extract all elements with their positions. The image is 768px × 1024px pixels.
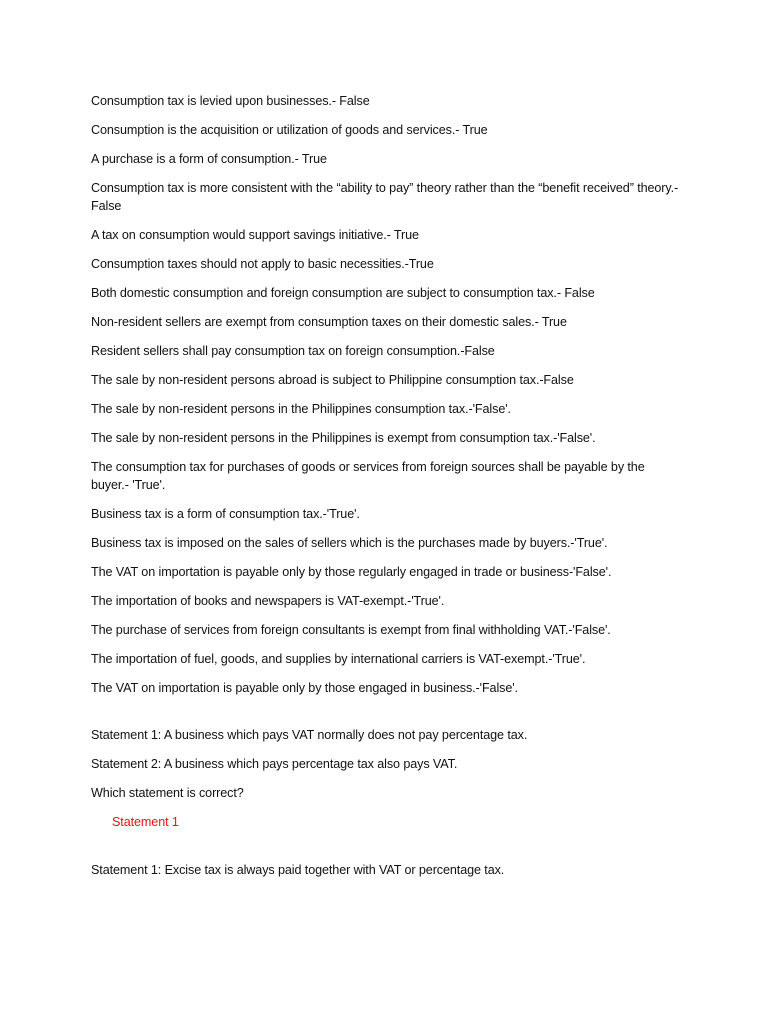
paragraph-spacer xyxy=(91,708,681,726)
statement-line: The VAT on importation is payable only by those regularly engaged in trade or business-'False'. xyxy=(91,565,612,579)
statement-line: Both domestic consumption and foreign consumption are subject to consumption tax.- False xyxy=(91,286,595,300)
statement-line: Non-resident sellers are exempt from consumption taxes on their domestic sales.- True xyxy=(91,315,567,329)
paragraph-spacer xyxy=(91,842,681,861)
statement-line: Business tax is a form of consumption tax.-'True'. xyxy=(91,507,360,521)
statement-line: Consumption tax is more consistent with the “ability to pay” theory rather than the “benefit received” theory.- False xyxy=(91,181,679,213)
statement-line: A tax on consumption would support savings initiative.- True xyxy=(91,228,419,242)
statement-line: The importation of fuel, goods, and supplies by international carriers is VAT-exempt.-'True'. xyxy=(91,652,586,666)
statement-line: Business tax is imposed on the sales of sellers which is the purchases made by buyers.-'True'. xyxy=(91,536,608,550)
statement-line: Consumption is the acquisition or utilization of goods and services.- True xyxy=(91,123,488,137)
statement-line: Consumption taxes should not apply to basic necessities.-True xyxy=(91,257,434,271)
question1-statement1: Statement 1: A business which pays VAT normally does not pay percentage tax. xyxy=(91,728,528,742)
statement-line: The sale by non-resident persons in the Philippines is exempt from consumption tax.-'False'. xyxy=(91,431,596,445)
statement-line: The VAT on importation is payable only by those engaged in business.-'False'. xyxy=(91,681,518,695)
statement-line: The sale by non-resident persons in the Philippines consumption tax.-'False'. xyxy=(91,402,511,416)
statement-line: A purchase is a form of consumption.- True xyxy=(91,152,327,166)
statement-line: The importation of books and newspapers is VAT-exempt.-'True'. xyxy=(91,594,445,608)
question1-prompt: Which statement is correct? xyxy=(91,786,244,800)
statement-line: Consumption tax is levied upon businesses.- False xyxy=(91,94,370,108)
question2-statement1: Statement 1: Excise tax is always paid together with VAT or percentage tax. xyxy=(91,863,505,877)
statement-line: The purchase of services from foreign consultants is exempt from final withholding VAT.-'False'. xyxy=(91,623,611,637)
statement-line: Resident sellers shall pay consumption tax on foreign consumption.-False xyxy=(91,344,495,358)
document-body xyxy=(91,92,681,890)
statement-line: The consumption tax for purchases of goods or services from foreign sources shall be payable by the buyer.- 'True'. xyxy=(91,460,645,492)
question1-answer: Statement 1 xyxy=(112,815,179,829)
statement-line: The sale by non-resident persons abroad is subject to Philippine consumption tax.-False xyxy=(91,373,574,387)
question1-statement2: Statement 2: A business which pays percentage tax also pays VAT. xyxy=(91,757,458,771)
